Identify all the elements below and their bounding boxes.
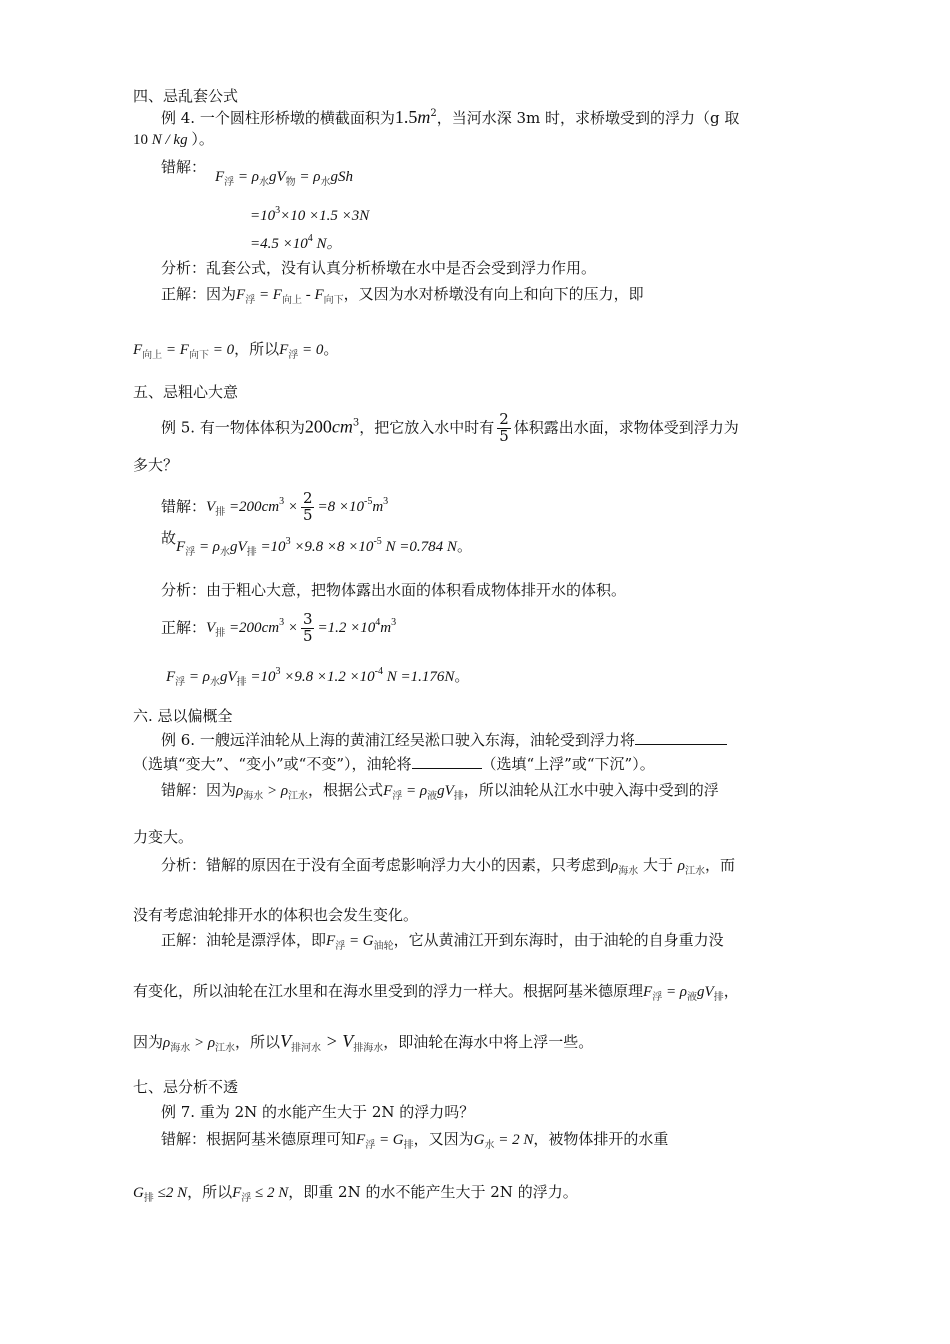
analysis-5: 分析：由于粗心大意，把物体露出水面的体积看成物体排开水的体积。 [161, 581, 627, 599]
correct-solution-6-line-1: 正解：油轮是漂浮体，即$F_浮 = G_{油轮}$，它从黄浦江开到东海时，由于油轮的自身重力没 [161, 931, 724, 952]
correct-solution-6-line-3: 因为$\rho_{海水} > \rho_{江水}$，所以$V_{排河水} > V_{排海水}$，即油轮在海水中将上浮一些。 [133, 1031, 594, 1054]
analysis-6-line-1: 分析：错解的原因在于没有全面考虑影响浮力大小的因素，只考虑到$\rho_{海水}$ 大于 $\rho_{江水}$，而 [161, 856, 736, 877]
example-4-line-1: 例 4. 一个圆柱形桥墩的横截面积为$1.5m^2$，当河水深 3m 时，求桥墩受到的浮力（g 取 [161, 107, 740, 127]
correct-solution-6-line-2: 有变化，所以油轮在江水里和在海水里受到的浮力一样大。根据阿基米德原理$F_浮 = \rho_液gV_排$， [133, 982, 739, 1003]
wrong-solution-6-line-2: 力变大。 [133, 828, 194, 846]
correct-solution-4-line-1: 正解：因为$F_浮 = F_{向上} - F_{向下}$，又因为水对桥墩没有向上和向下的压力，即 [161, 285, 644, 306]
example-5-line-1: 例 5. 有一物体体积为$200cm^3$，把它放入水中时有 $\frac{2}{5}$ 体积露出水面，求物体受到浮力为 [161, 410, 739, 445]
example-7: 例 7. 重为 2N 的水能产生大于 2N 的浮力吗？ [161, 1103, 475, 1121]
wrong-solution-7-line-1: 错解：根据阿基米德原理可知$F_浮 = G_排$，又因为$G_水 = 2$ N，被物体排开的水重 [161, 1130, 669, 1151]
wrong-solution-5-line-2: 故$F_浮 = \rho_水gV_排 =10^3 \times 9.8 \times 8 \times 10^{-5}$ N =0.784 N。 [161, 529, 472, 558]
analysis-6-line-2: 没有考虑油轮排开水的体积也会发生变化。 [133, 906, 419, 924]
formula-4-line-1: $F_浮 = \rho_水gV_物 = \rho_水gSh$ [215, 169, 353, 188]
correct-solution-5-line-2: $F_浮 = \rho_水gV_排 =10^3 \times 9.8 \times 1.2 \times 10^{-4}$ N =1.176N。 [166, 666, 470, 688]
example-4-line-2: 10 N / kg ）。 [133, 130, 214, 148]
correct-solution-5-line-1: 正解：$V_排 =200cm^3$ × $\frac{3}{5}$ $=1.2 \times 10^4m^3$ [161, 610, 397, 645]
wrong-solution-label-4: 错解： [161, 158, 207, 176]
analysis-4: 分析：乱套公式，没有认真分析桥墩在水中是否会受到浮力作用。 [161, 259, 597, 277]
formula-4-line-2: $=10^3\times 10 \times 1.5 \times 3N$ [250, 205, 370, 224]
section-6-heading: 六. 忌以偏概全 [133, 707, 233, 725]
example-6-line-2: （选填“变大”、“变小”或“不变”），油轮将 （选填“上浮”或“下沉”）。 [133, 755, 655, 773]
answer-blank-1[interactable] [635, 732, 727, 745]
section-7-heading: 七、忌分析不透 [133, 1078, 239, 1096]
correct-solution-4-line-2: $F_{向上} = F_{向下} = 0$，所以$F_浮 = 0$。 [133, 340, 339, 361]
formula-4-line-3: $=4.5 \times 10^4$ N。 [250, 233, 342, 252]
answer-blank-2[interactable] [412, 756, 482, 769]
wrong-solution-7-line-2: $G_排 \le 2$ N，所以$F_浮 \le 2$ N，即重 2N 的水不能产生大于 2N 的浮力。 [133, 1183, 578, 1204]
wrong-solution-6-line-1: 错解：因为$\rho_{海水} > \rho_{江水}$，根据公式$F_浮 = \rho_液gV_排$，所以油轮从江水中驶入海中受到的浮 [161, 781, 719, 802]
example-5-line-2: 多大？ [133, 456, 179, 474]
section-4-heading: 四、忌乱套公式 [133, 87, 239, 105]
section-5-heading: 五、忌粗心大意 [133, 383, 239, 401]
example-6-line-1: 例 6. 一艘远洋油轮从上海的黄浦江经吴淞口驶入东海，油轮受到浮力将 [161, 731, 727, 749]
wrong-solution-5-line-1: 错解：$V_排 =200cm^3$ × $\frac{2}{5}$ $=8 \times 10^{-5}m^3$ [161, 489, 389, 524]
